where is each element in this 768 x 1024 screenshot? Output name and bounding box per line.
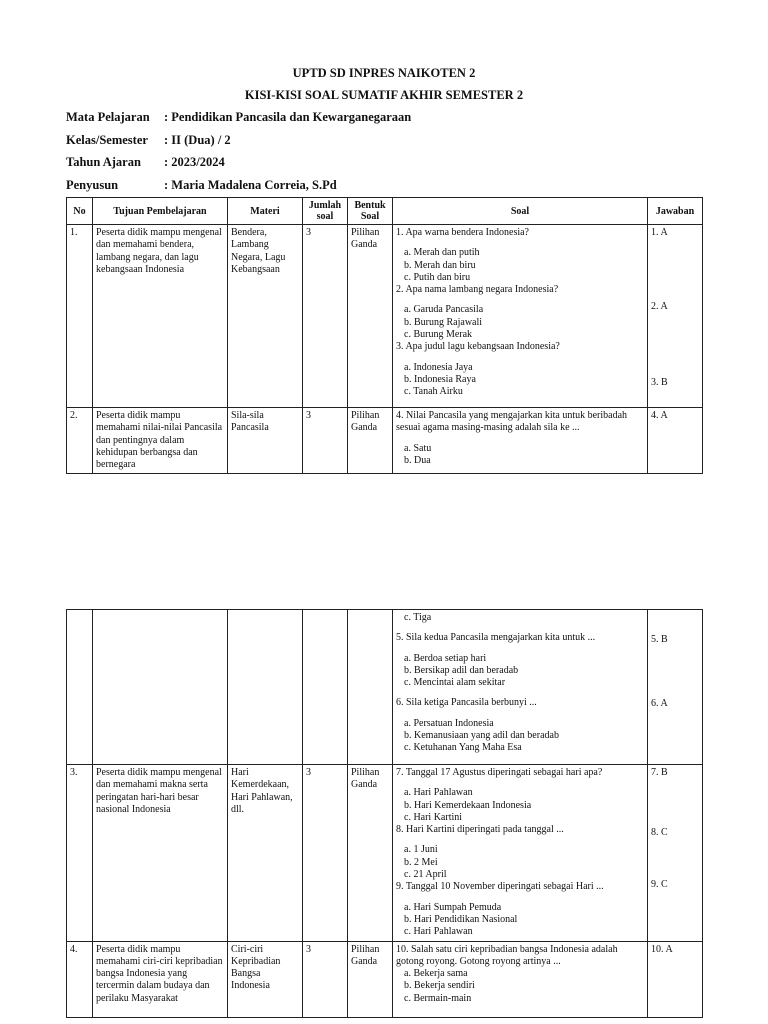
- answer: 8. C: [651, 827, 668, 838]
- cell-soal: [393, 941, 648, 1017]
- option: b. Burung Rajawali: [404, 316, 483, 328]
- meta-label: Tahun Ajaran: [66, 155, 141, 169]
- cell-jawaban: [648, 408, 703, 474]
- option: a. Merah dan putih: [404, 247, 480, 259]
- cell-jumlah: 3: [303, 765, 348, 942]
- cell-jumlah: 3: [303, 225, 348, 408]
- meta-value: : Pendidikan Pancasila dan Kewarganegaraan: [164, 110, 412, 124]
- answer: 7. B: [651, 767, 668, 778]
- option: c. Burung Merak: [404, 329, 473, 341]
- question: 3. Apa judul lagu kebangsaan Indonesia?: [396, 341, 560, 353]
- meta-author: [66, 178, 337, 193]
- cell-soal: [393, 225, 648, 408]
- option: b. Bekerja sendiri: [404, 980, 475, 992]
- cell-jumlah: 3: [303, 941, 348, 1017]
- option: c. 21 April: [404, 869, 447, 881]
- cell-bentuk: Pilihan Ganda: [348, 765, 393, 942]
- option: c. Tiga: [404, 612, 432, 623]
- option: b. 2 Mei: [404, 856, 438, 868]
- option: c. Ketuhanan Yang Maha Esa: [404, 742, 522, 754]
- option: b. Bersikap adil dan beradab: [404, 664, 519, 676]
- cell-materi: Ciri-ciri Kepribadian Bangsa Indonesia: [228, 941, 303, 1017]
- option: c. Putih dan biru: [404, 271, 471, 283]
- option: a. Garuda Pancasila: [404, 304, 484, 316]
- option: b. Dua: [404, 454, 431, 466]
- table-row: [67, 765, 703, 942]
- meta-label: Mata Pelajaran: [66, 110, 150, 124]
- cell-bentuk: Pilihan Ganda: [348, 225, 393, 408]
- meta-value: : Maria Madalena Correia, S.Pd: [164, 178, 337, 192]
- col-header-tujuan: Tujuan Pembelajaran: [93, 198, 228, 225]
- option: a. Hari Pahlawan: [404, 787, 473, 799]
- cell-materi: [228, 610, 303, 765]
- cell-jumlah: 3: [303, 408, 348, 474]
- col-header-soal: Soal: [393, 198, 648, 225]
- cell-no: 3.: [67, 765, 93, 942]
- question: 7. Tanggal 17 Agustus diperingati sebagai hari apa?: [396, 767, 603, 778]
- cell-materi: Hari Kemerdekaan, Hari Pahlawan, dll.: [228, 765, 303, 942]
- meta-label: Penyusun: [66, 178, 119, 192]
- option: a. Hari Sumpah Pemuda: [404, 901, 502, 913]
- question: 8. Hari Kartini diperingati pada tanggal ...: [396, 824, 564, 836]
- col-header-jumlah: Jumlah soal: [303, 198, 348, 225]
- cell-tujuan: Peserta didik mampu mengenal dan memahami bendera, lambang negara, dan lagu kebangsaan Indonesia: [93, 225, 228, 408]
- meta-subject: [66, 110, 411, 125]
- question: 10. Salah satu ciri kepribadian bangsa Indonesia adalah gotong royong. Gotong royong artinya ...: [396, 943, 618, 967]
- option: c. Hari Kartini: [404, 811, 463, 823]
- option: b. Hari Kemerdekaan Indonesia: [404, 799, 532, 811]
- col-header-jawaban: Jawaban: [648, 198, 703, 225]
- col-header-materi: Materi: [228, 198, 303, 225]
- cell-materi: Bendera, Lambang Negara, Lagu Kebangsaan: [228, 225, 303, 408]
- cell-materi: Sila-sila Pancasila: [228, 408, 303, 474]
- answer: 6. A: [651, 698, 668, 709]
- cell-bentuk: [348, 610, 393, 765]
- option: b. Merah dan biru: [404, 259, 476, 271]
- cell-no: [67, 610, 93, 765]
- document-title: KISI-KISI SOAL SUMATIF AKHIR SEMESTER 2: [244, 88, 524, 102]
- question: 2. Apa nama lambang negara Indonesia?: [396, 284, 559, 296]
- option: a. Persatuan Indonesia: [404, 717, 494, 729]
- cell-no: 2.: [67, 408, 93, 474]
- cell-tujuan: Peserta didik mampu mengenal dan memahami makna serta peringatan hari-hari besar nasional Indonesia: [93, 765, 228, 942]
- grid-table-page-2: [66, 609, 703, 1018]
- answer: 2. A: [651, 301, 668, 312]
- question: 5. Sila kedua Pancasila mengajarkan kita untuk ...: [396, 632, 596, 644]
- cell-bentuk: Pilihan Ganda: [348, 408, 393, 474]
- option: b. Kemanusiaan yang adil dan beradab: [404, 730, 559, 742]
- cell-tujuan: Peserta didik mampu memahami nilai-nilai Pancasila dan pentingnya dalam kehidupan berbangsa dan bernegara: [93, 408, 228, 474]
- answer: 3. B: [651, 377, 668, 388]
- col-header-no: No: [67, 198, 93, 225]
- option: a. Bekerja sama: [404, 968, 468, 980]
- option: c. Tanah Airku: [404, 386, 463, 398]
- option: b. Hari Pendidikan Nasional: [404, 913, 518, 925]
- table-row: [67, 225, 703, 408]
- answer: 1. A: [651, 227, 668, 238]
- answer: 10. A: [651, 943, 673, 955]
- table-header-row: [67, 198, 703, 225]
- meta-value: : 2023/2024: [164, 155, 225, 169]
- question: 4. Nilai Pancasila yang mengajarkan kita untuk beribadah sesuai agama masing-masing adalah sila ke ...: [396, 410, 628, 434]
- option: c. Mencintai alam sekitar: [404, 677, 506, 689]
- cell-jawaban: [648, 225, 703, 408]
- meta-label: Kelas/Semester: [66, 133, 148, 147]
- cell-soal: [393, 765, 648, 942]
- option: c. Hari Pahlawan: [404, 926, 473, 938]
- cell-jumlah: [303, 610, 348, 765]
- option: a. 1 Juni: [404, 844, 438, 856]
- cell-jawaban: [648, 765, 703, 942]
- meta-class: [66, 133, 231, 148]
- table-row: [67, 408, 703, 474]
- cell-no: 4.: [67, 941, 93, 1017]
- question: 9. Tanggal 10 November diperingati sebagai Hari ...: [396, 881, 604, 893]
- option: b. Indonesia Raya: [404, 373, 476, 385]
- meta-value: : II (Dua) / 2: [164, 133, 231, 147]
- school-name: UPTD SD INPRES NAIKOTEN 2: [292, 66, 476, 80]
- answer: 5. B: [651, 634, 668, 645]
- table-row: [67, 610, 703, 765]
- answer: 9. C: [651, 879, 668, 890]
- option: a. Indonesia Jaya: [404, 361, 473, 373]
- col-header-bentuk: Bentuk Soal: [348, 198, 393, 225]
- option: c. Bermain-main: [404, 992, 472, 1004]
- cell-tujuan: [93, 610, 228, 765]
- cell-bentuk: Pilihan Ganda: [348, 941, 393, 1017]
- grid-table-page-1: [66, 197, 703, 474]
- question: 6. Sila ketiga Pancasila berbunyi ...: [396, 697, 537, 709]
- cell-tujuan: Peserta didik mampu memahami ciri-ciri kepribadian bangsa Indonesia yang tercermin dalam budaya dan perilaku Masyarakat: [93, 941, 228, 1017]
- cell-soal: [393, 610, 648, 765]
- question: 1. Apa warna bendera Indonesia?: [396, 227, 529, 238]
- answer: 4. A: [651, 410, 668, 421]
- cell-no: 1.: [67, 225, 93, 408]
- option: a. Berdoa setiap hari: [404, 652, 487, 664]
- option: a. Satu: [404, 442, 432, 454]
- cell-jawaban: [648, 610, 703, 765]
- cell-jawaban: [648, 941, 703, 1017]
- meta-year: [66, 155, 225, 170]
- table-row: [67, 941, 703, 1017]
- cell-soal: [393, 408, 648, 474]
